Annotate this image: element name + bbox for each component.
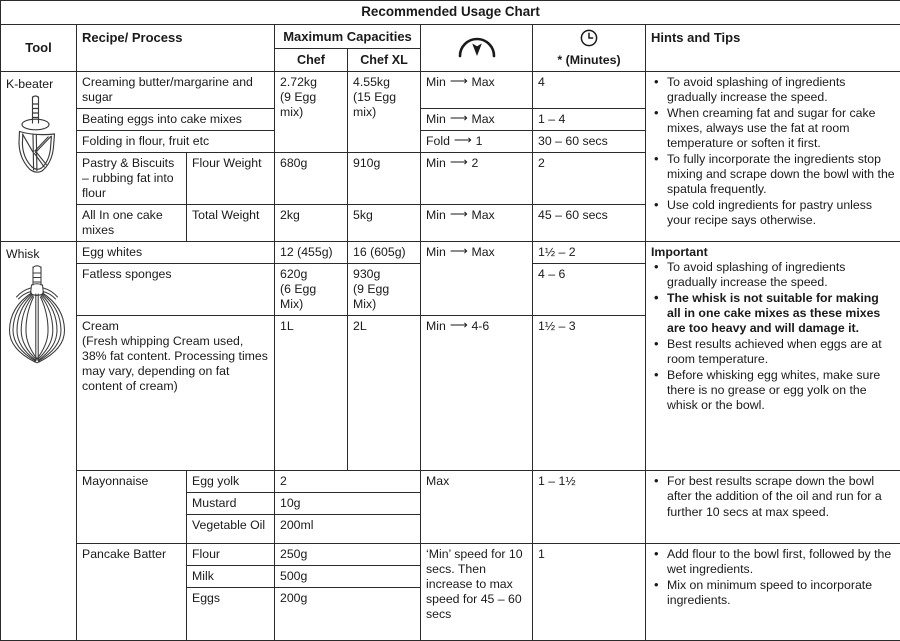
speed-cell: Min ⟶ 2: [421, 153, 533, 205]
capacity-chef: 680g: [275, 153, 348, 205]
speed-cell: Min ⟶ 4-6: [421, 316, 533, 471]
capacity-chef: 620g (6 Egg Mix): [275, 264, 348, 316]
ingredient-name: Vegetable Oil: [187, 515, 275, 544]
list-item: • Mix on minimum speed to incorporate ingredients.: [665, 578, 895, 608]
ingredient-name: Egg yolk: [187, 471, 275, 493]
speed-gauge-icon: [426, 33, 527, 63]
hints-cell-mayonnaise: [646, 471, 900, 544]
tool-cell-k-beater: [1, 72, 77, 242]
list-item: • Add flour to the bowl first, followed by the wet ingredients.: [665, 547, 895, 577]
ingredient-amount: 2: [275, 471, 421, 493]
time-cell: 1: [533, 544, 646, 641]
header-time: [533, 25, 646, 72]
ingredient-amount: 250g: [275, 544, 421, 566]
header-row-primary: [1, 25, 900, 49]
speed-cell: Min ⟶ Max: [421, 242, 533, 316]
ingredient-amount: 200ml: [275, 515, 421, 544]
list-item: • For best results scrape down the bowl after the addition of the oil and run for a further 10 secs at max speed.: [665, 474, 895, 519]
capacity-chef: 2kg: [275, 205, 348, 242]
hints-cell-k-beater: [646, 72, 900, 242]
speed-cell: Fold ⟶ 1: [421, 131, 533, 153]
speed-cell: Min ⟶ Max: [421, 109, 533, 131]
speed-cell: Min ⟶ Max: [421, 72, 533, 109]
header-tool: Tool: [1, 25, 77, 72]
balloon-whisk-icon: [6, 263, 71, 375]
ingredient-name: Eggs: [187, 588, 275, 641]
hints-heading: Important: [651, 245, 895, 260]
header-speed: [421, 25, 533, 72]
k-beater-icon: [6, 93, 71, 183]
clock-icon: [538, 28, 640, 52]
tool-cell-whisk: [1, 242, 77, 641]
capacity-chef-xl: 2L: [348, 316, 421, 471]
list-item: • To avoid splashing of ingredients gradually increase the speed.: [665, 260, 895, 290]
capacity-chef-xl: 910g: [348, 153, 421, 205]
capacity-chef: 1L: [275, 316, 348, 471]
arrow-right-icon: ⟶: [450, 111, 468, 126]
recipe-cell: Creaming butter/margarine and sugar: [77, 72, 275, 109]
tool-label: Whisk: [6, 247, 71, 262]
ingredient-amount: 200g: [275, 588, 421, 641]
arrow-right-icon: ⟶: [450, 244, 468, 259]
title-row: [1, 1, 900, 25]
table-row: [1, 242, 900, 264]
capacity-chef-xl: 16 (605g): [348, 242, 421, 264]
recipe-cell: Fatless sponges: [77, 264, 275, 316]
ingredient-amount: 500g: [275, 566, 421, 588]
header-recipe-process: Recipe/ Process: [77, 25, 275, 72]
hints-list: [651, 474, 895, 519]
arrow-right-icon: ⟶: [450, 318, 468, 333]
speed-cell: ‘Min’ speed for 10 secs. Then increase to max speed for 45 – 60 secs: [421, 544, 533, 641]
time-cell: 2: [533, 153, 646, 205]
ingredient-name: Milk: [187, 566, 275, 588]
ingredient-name: Flour: [187, 544, 275, 566]
capacity-chef: 12 (455g): [275, 242, 348, 264]
list-item: • When creaming fat and sugar for cake mixes, always use the fat at room temperature or soften it first.: [665, 106, 895, 151]
recipe-cell: Pastry & Biscuits – rubbing fat into flour: [77, 153, 187, 205]
page-title: Recommended Usage Chart: [1, 1, 900, 25]
time-cell: 4: [533, 72, 646, 109]
list-item: • Best results achieved when eggs are at room temperature.: [665, 337, 895, 367]
recipe-subcell: Total Weight: [187, 205, 275, 242]
hints-cell-whisk: [646, 242, 900, 471]
recipe-cell: Folding in flour, fruit etc: [77, 131, 275, 153]
capacity-chef-xl: 4.55kg (15 Egg mix): [348, 72, 421, 153]
list-item: • To fully incorporate the ingredients stop mixing and scrape down the bowl with the spatula frequently.: [665, 152, 895, 197]
hints-list: [651, 547, 895, 608]
time-cell: 4 – 6: [533, 264, 646, 316]
recipe-cell: Egg whites: [77, 242, 275, 264]
list-item: • Before whisking egg whites, make sure there is no grease or egg yolk on the whisk or the bowl.: [665, 368, 895, 413]
recipe-cell: Cream (Fresh whipping Cream used, 38% fat content. Processing times may vary, depending on fat content of cream): [77, 316, 275, 471]
recipe-subcell: Flour Weight: [187, 153, 275, 205]
time-cell: 1 – 1½: [533, 471, 646, 544]
header-minutes-label: * (Minutes): [538, 53, 640, 68]
speed-cell: Max: [421, 471, 533, 544]
capacity-chef: 2.72kg (9 Egg mix): [275, 72, 348, 153]
arrow-right-icon: ⟶: [450, 155, 468, 170]
ingredient-amount: 10g: [275, 493, 421, 515]
ingredient-name: Mustard: [187, 493, 275, 515]
time-cell: 1 – 4: [533, 109, 646, 131]
recipe-cell: Beating eggs into cake mixes: [77, 109, 275, 131]
hints-list: [651, 75, 895, 228]
speed-cell: Min ⟶ Max: [421, 205, 533, 242]
header-chef: Chef: [275, 49, 348, 72]
list-item: • The whisk is not suitable for making all in one cake mixes as these mixes are too heavy and will damage it.: [665, 291, 895, 336]
hints-cell-pancake-batter: [646, 544, 900, 641]
time-cell: 30 – 60 secs: [533, 131, 646, 153]
table-row: [1, 471, 900, 493]
table-row: [1, 544, 900, 566]
list-item: • To avoid splashing of ingredients gradually increase the speed.: [665, 75, 895, 105]
table-row: [1, 72, 900, 109]
time-cell: 45 – 60 secs: [533, 205, 646, 242]
hints-list: [651, 260, 895, 413]
tool-label: K-beater: [6, 77, 71, 92]
header-hints-and-tips: Hints and Tips: [646, 25, 900, 72]
list-item: • Use cold ingredients for pastry unless your recipe says otherwise.: [665, 198, 895, 228]
arrow-right-icon: ⟶: [450, 74, 468, 89]
arrow-right-icon: ⟶: [454, 133, 472, 148]
recipe-cell: Pancake Batter: [77, 544, 187, 641]
recipe-cell: All In one cake mixes: [77, 205, 187, 242]
time-cell: 1½ – 2: [533, 242, 646, 264]
time-cell: 1½ – 3: [533, 316, 646, 471]
capacity-chef-xl: 5kg: [348, 205, 421, 242]
capacity-chef-xl: 930g (9 Egg Mix): [348, 264, 421, 316]
arrow-right-icon: ⟶: [450, 207, 468, 222]
recipe-cell: Mayonnaise: [77, 471, 187, 544]
header-chef-xl: Chef XL: [348, 49, 421, 72]
header-maximum-capacities: Maximum Capacities: [275, 25, 421, 49]
